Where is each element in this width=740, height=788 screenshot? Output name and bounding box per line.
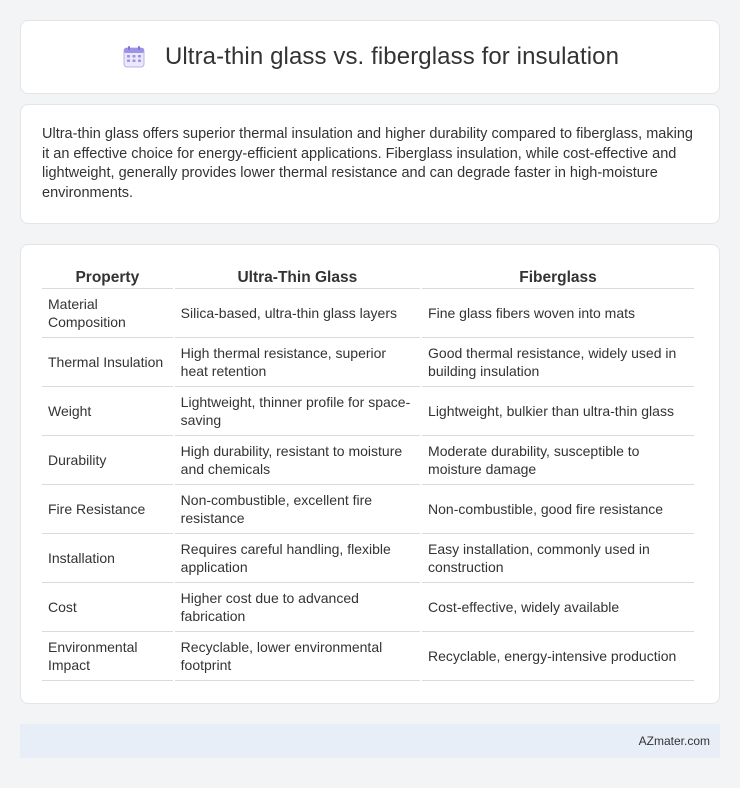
title-card (20, 20, 720, 94)
ultra-thin-glass-cell: Silica-based, ultra-thin glass layers (175, 289, 420, 338)
ultra-thin-glass-cell: Lightweight, thinner profile for space-saving (175, 387, 420, 436)
fiberglass-cell: Fine glass fibers woven into mats (422, 289, 694, 338)
calendar-icon (121, 44, 147, 70)
table-row (42, 387, 694, 436)
property-cell: Environmental Impact (42, 632, 173, 681)
fiberglass-cell: Cost-effective, widely available (422, 583, 694, 632)
comparison-card (20, 244, 720, 704)
fiberglass-cell: Lightweight, bulkier than ultra-thin glass (422, 387, 694, 436)
table-row (42, 436, 694, 485)
table-row (42, 289, 694, 338)
table-row (42, 485, 694, 534)
header-ultra-thin-glass: Ultra-Thin Glass (175, 267, 420, 289)
property-cell: Installation (42, 534, 173, 583)
fiberglass-cell: Easy installation, commonly used in construction (422, 534, 694, 583)
property-cell: Thermal Insulation (42, 338, 173, 387)
property-cell: Durability (42, 436, 173, 485)
summary-card (20, 104, 720, 224)
property-cell: Material Composition (42, 289, 173, 338)
table-row (42, 534, 694, 583)
property-cell: Cost (42, 583, 173, 632)
summary-paragraph: Ultra-thin glass offers superior thermal insulation and higher durability compared to fiberglass, making it an effective choice for energy-efficient applications. Fiberglass insulation, while cost-effective and lightweight, generally provides lower thermal resistance and can degrade faster in high-moisture environments. (42, 126, 693, 201)
page-title: Ultra-thin glass vs. fiberglass for insulation (164, 43, 620, 70)
table-row (42, 632, 694, 681)
fiberglass-cell: Recyclable, energy-intensive production (422, 632, 694, 681)
ultra-thin-glass-cell: Recyclable, lower environmental footprint (175, 632, 420, 681)
table-row (42, 338, 694, 387)
fiberglass-cell: Moderate durability, susceptible to moisture damage (422, 436, 694, 485)
fiberglass-cell: Non-combustible, good fire resistance (422, 485, 694, 534)
table-row (42, 583, 694, 632)
footer-bar (20, 724, 720, 758)
comparison-table (40, 267, 696, 681)
ultra-thin-glass-cell: Higher cost due to advanced fabrication (175, 583, 420, 632)
header-fiberglass: Fiberglass (422, 267, 694, 289)
title-bar (121, 43, 619, 71)
footer-site-name: AZmater.com (638, 734, 710, 748)
property-cell: Fire Resistance (42, 485, 173, 534)
header-property: Property (42, 267, 173, 289)
ultra-thin-glass-cell: High durability, resistant to moisture and chemicals (175, 436, 420, 485)
ultra-thin-glass-cell: Requires careful handling, flexible application (175, 534, 420, 583)
property-cell: Weight (42, 387, 173, 436)
ultra-thin-glass-cell: High thermal resistance, superior heat retention (175, 338, 420, 387)
table-header-row (42, 267, 694, 289)
ultra-thin-glass-cell: Non-combustible, excellent fire resistance (175, 485, 420, 534)
fiberglass-cell: Good thermal resistance, widely used in building insulation (422, 338, 694, 387)
